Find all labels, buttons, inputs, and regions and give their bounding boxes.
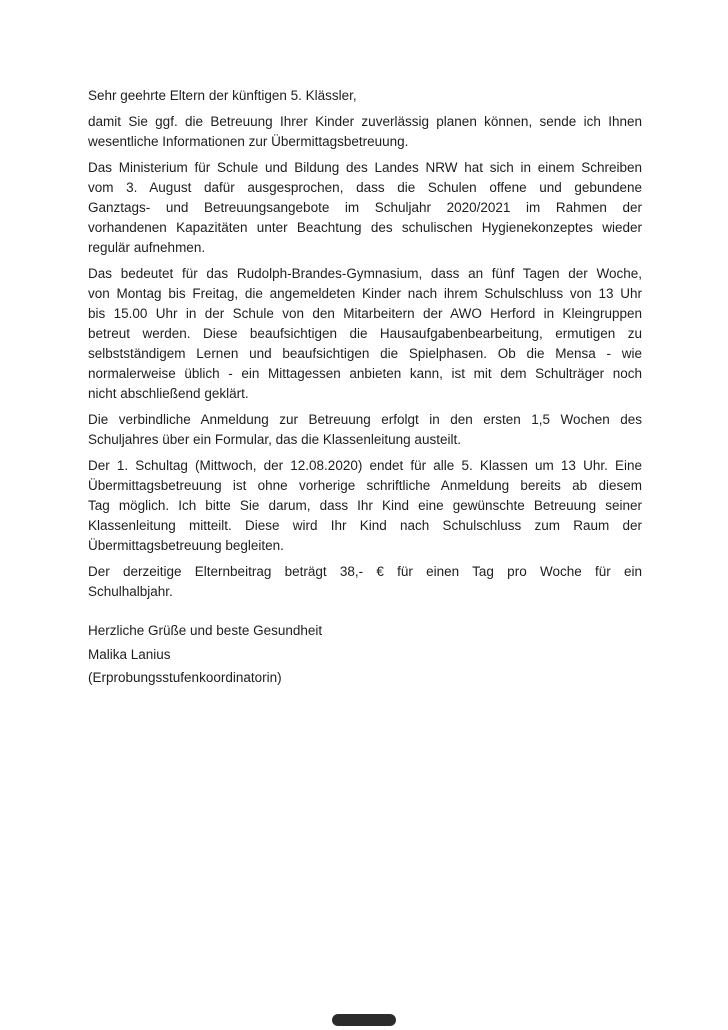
paragraph-elternbeitrag [88,562,642,602]
signer-name: Malika Lanius [88,647,171,662]
letter-line: Das Ministerium für Schule und Bildung des Landes NRW hat sich in einem Schreiben [88,160,642,175]
letter-line: Klassenleitung mitteilt. Diese wird Ihr Kind nach Schulschluss zum Raum der [88,518,642,533]
letter-line: Die verbindliche Anmeldung zur Betreuung erfolgt in den ersten 1,5 Wochen des [88,412,642,427]
letter-line: selbstständigem Lernen und beaufsichtigen die Spielphasen. Ob die Mensa - wie [88,346,642,361]
closing-greeting: Herzliche Grüße und beste Gesundheit [88,623,323,638]
letter-line: Übermittagsbetreuung ist ohne vorherige schriftliche Anmeldung bereits ab diesem [88,478,642,493]
letter-paragraphs [88,112,642,602]
letter-line: betreut werden. Diese beaufsichtigen die Hausaufgabenbearbeitung, ermutigen zu [88,326,642,341]
letter-line: von Montag bis Freitag, die angemeldeten Kinder nach ihrem Schulschluss von 13 Uhr [88,286,642,301]
paragraph-ministerium [88,158,642,258]
letter-line: Übermittagsbetreuung begleiten. [88,538,284,553]
letter-body [88,86,642,685]
letter-line: Schuljahres über ein Formular, das die Klassenleitung austeilt. [88,432,461,447]
letter-line: Schulhalbjahr. [88,584,173,599]
salutation-text: Sehr geehrte Eltern der künftigen 5. Klässler, [88,88,357,103]
paragraph-betreuung-rbg [88,264,642,404]
signer-role: (Erprobungsstufenkoordinatorin) [88,670,282,685]
letter-closing [88,623,642,685]
letter-line: Das bedeutet für das Rudolph-Brandes-Gymnasium, dass an fünf Tagen der Woche, [88,266,642,281]
paragraph-intro [88,112,642,152]
salutation [88,86,642,106]
home-indicator[interactable] [332,1014,396,1026]
paragraph-anmeldung [88,410,642,450]
letter-line: vorhandenen Kapazitäten unter Beachtung des schulischen Hygienekonzeptes wieder [88,220,642,235]
letter-line: damit Sie ggf. die Betreuung Ihrer Kinder zuverlässig planen können, sende ich Ihnen [88,114,642,129]
letter-line: Der derzeitige Elternbeitrag beträgt 38,- € für einen Tag pro Woche für ein [88,564,642,579]
letter-line: Tag möglich. Ich bitte Sie darum, dass Ihr Kind eine gewünschte Betreuung seiner [88,498,642,513]
letter-line: Ganztags- und Betreuungsangebote im Schuljahr 2020/2021 im Rahmen der [88,200,642,215]
letter-line: wesentliche Informationen zur Übermittagsbetreuung. [88,134,409,149]
letter-line: regulär aufnehmen. [88,240,206,255]
letter-line: normalerweise üblich - ein Mittagessen anbieten kann, ist mit dem Schulträger noch [88,366,642,381]
letter-line: Der 1. Schultag (Mittwoch, der 12.08.2020) endet für alle 5. Klassen um 13 Uhr. Eine [88,458,642,473]
letter-line: vom 3. August dafür ausgesprochen, dass die Schulen offene und gebundene [88,180,642,195]
letter-line: bis 15.00 Uhr in der Schule von den Mitarbeitern der AWO Herford in Kleingruppen [88,306,642,321]
letter-line: nicht abschließend geklärt. [88,386,249,401]
paragraph-erster-schultag [88,456,642,556]
